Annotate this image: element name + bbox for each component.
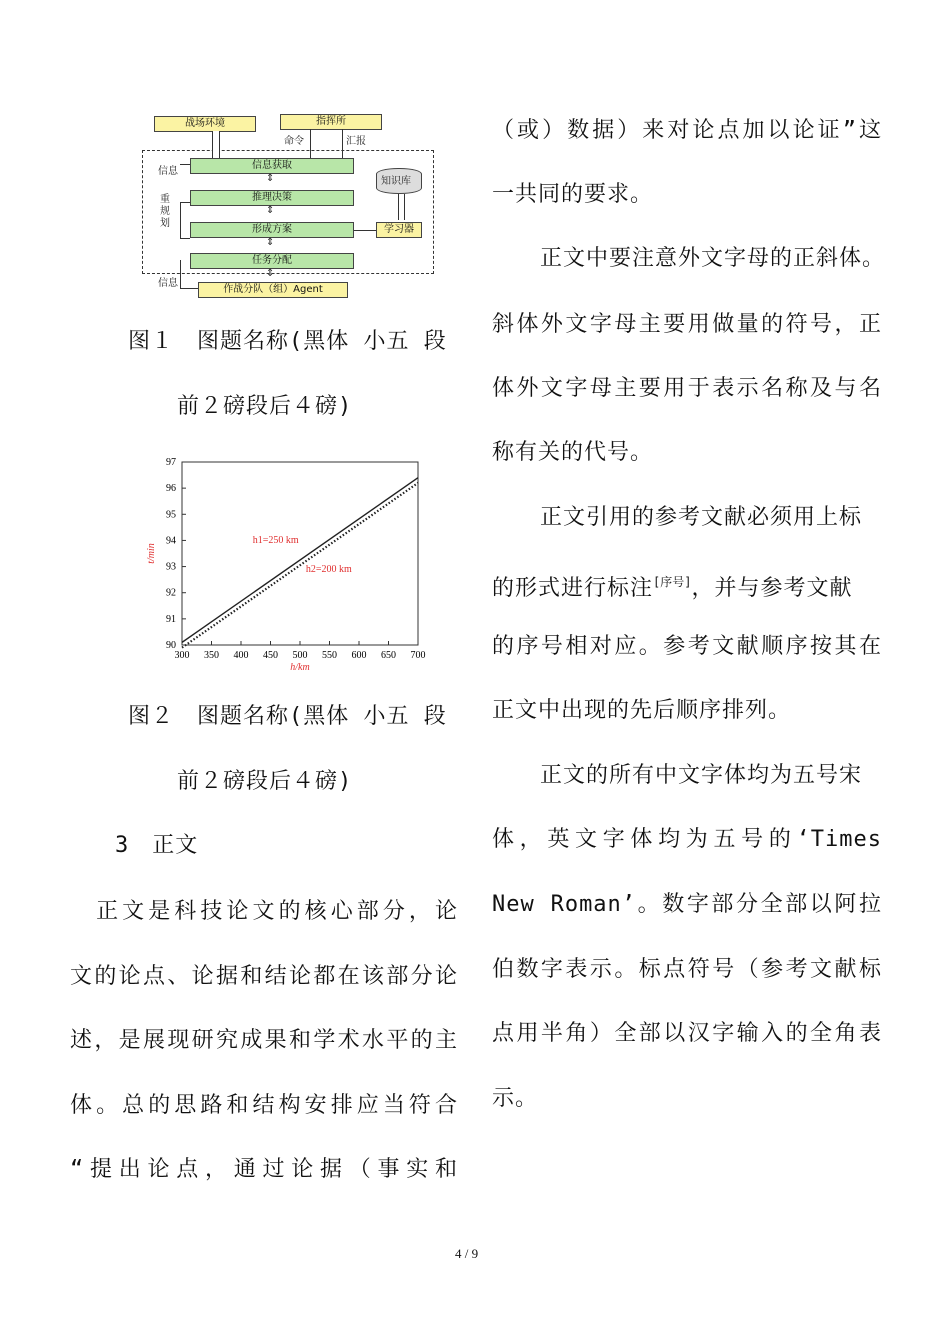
x-tick-label: 600 — [351, 650, 367, 661]
left-line-2: 文的论点、论据和结论都在该部分论 — [70, 964, 458, 989]
citation-superscript: [序号] — [653, 575, 692, 589]
connector-3: ⇕ — [266, 237, 275, 248]
right-line-4: 斜体外文字母主要用做量的符号，正 — [492, 312, 882, 337]
section-heading: 3 正文 — [115, 833, 199, 858]
x-tick-label: 350 — [204, 650, 219, 661]
y-tick-label: 95 — [166, 509, 176, 521]
series-label-2: h2=200 km — [305, 563, 352, 575]
x-tick-label: 700 — [410, 650, 426, 661]
right-line-8 — [492, 568, 852, 603]
task-box: 任务分配 — [190, 253, 354, 269]
y-tick-label: 96 — [166, 483, 176, 495]
right-line-12: 体，英文字体均为五号的‘Times — [492, 827, 882, 852]
knowledge-base-label: 知识库 — [381, 176, 411, 187]
y-tick-label: 94 — [166, 535, 176, 547]
right-line-3: 正文中要注意外文字母的正斜体。 — [540, 246, 886, 271]
replan-bottom — [180, 238, 190, 239]
connector-4: ⇕ — [266, 268, 275, 279]
left-line-3: 述，是展现研究成果和学术水平的主 — [70, 1028, 458, 1053]
right-line-15: 点用半角）全部以汉字输入的全角表 — [492, 1021, 882, 1046]
info-line-bottom — [180, 288, 198, 289]
figure-2-caption-line-1: 图２ 图题名称(黑体 小五 段 — [128, 704, 447, 729]
right-line-7: 正文引用的参考文献必须用上标 — [540, 505, 863, 530]
command-post-box: 指挥所 — [280, 114, 382, 130]
info-line-left — [180, 260, 181, 288]
env-link — [212, 131, 220, 158]
x-axis-label: h/km — [290, 662, 310, 673]
y-tick-label: 97 — [166, 457, 176, 468]
series-line-2 — [182, 483, 418, 648]
replan-label: 重规划 — [160, 194, 170, 229]
report-label: 汇报 — [346, 136, 366, 147]
x-tick-label: 300 — [174, 650, 190, 661]
env-box: 战场环境 — [154, 116, 256, 132]
right-line-13: New Roman’。数字部分全部以阿拉 — [492, 892, 882, 917]
info-label-bottom: 信息 — [158, 278, 178, 289]
right-line-10: 正文中出现的先后顺序排列。 — [492, 698, 792, 723]
x-tick-label: 500 — [292, 650, 308, 661]
info-acquisition-box: 信息获取 — [190, 158, 354, 174]
figure-1-diagram — [142, 112, 442, 308]
agent-box: 作战分队（组）Agent — [198, 282, 348, 298]
right-line-8-text-a: 的形式进行标注 — [492, 576, 654, 601]
right-line-14: 伯数字表示。标点符号（参考文献标 — [492, 957, 882, 982]
right-line-16: 示。 — [492, 1086, 539, 1111]
x-tick-label: 650 — [381, 650, 396, 661]
right-line-11: 正文的所有中文字体均为五号宋 — [540, 763, 863, 788]
right-line-9: 的序号相对应。参考文献顺序按其在 — [492, 634, 882, 659]
right-line-2: 一共同的要求。 — [492, 182, 654, 207]
reasoning-box: 推理决策 — [190, 190, 354, 206]
x-tick-label: 550 — [322, 650, 337, 661]
command-arrow — [310, 129, 311, 158]
right-line-6: 称有关的代号。 — [492, 440, 654, 465]
replan-line — [180, 202, 181, 238]
x-tick-label: 450 — [263, 650, 278, 661]
series-line-1 — [182, 478, 418, 643]
right-line-5: 体外文字母主要用于表示名称及与名 — [492, 376, 882, 401]
figure-2-chart — [140, 452, 440, 680]
learner-box: 学习器 — [376, 222, 422, 238]
y-tick-label: 91 — [166, 613, 176, 625]
info-label-top: 信息 — [158, 166, 178, 177]
report-arrow — [342, 129, 343, 158]
info-line-top — [180, 164, 190, 165]
right-line-8-text-b: ，并与参考文献 — [691, 576, 853, 601]
kb-link — [398, 194, 405, 220]
left-line-5: “提出论点，通过论据（事实和 — [70, 1157, 458, 1182]
command-label: 命令 — [284, 136, 304, 147]
connector-2: ⇕ — [266, 205, 275, 216]
x-tick-label: 400 — [233, 650, 249, 661]
figure-1-caption-line-2: 前２磅段后４磅) — [177, 394, 353, 419]
series-label-1: h1=250 km — [252, 535, 299, 547]
y-tick-label: 90 — [166, 640, 176, 651]
connector-1: ⇕ — [266, 173, 275, 184]
right-line-1: （或）数据）来对论点加以论证”这 — [492, 118, 882, 143]
y-tick-label: 93 — [166, 561, 176, 573]
y-axis-label: t/min — [146, 543, 157, 564]
left-line-4: 体。总的思路和结构安排应当符合 — [70, 1093, 458, 1118]
replan-top — [180, 202, 190, 203]
figure-2-caption-line-2: 前２磅段后４磅) — [177, 769, 353, 794]
plan-to-learner — [354, 230, 376, 231]
page-number: 4 / 9 — [455, 1246, 479, 1261]
plan-box: 形成方案 — [190, 222, 354, 238]
left-line-1: 正文是科技论文的核心部分，论 — [70, 899, 458, 924]
figure-1-caption-line-1: 图１ 图题名称(黑体 小五 段 — [128, 329, 447, 354]
y-tick-label: 92 — [166, 587, 176, 599]
